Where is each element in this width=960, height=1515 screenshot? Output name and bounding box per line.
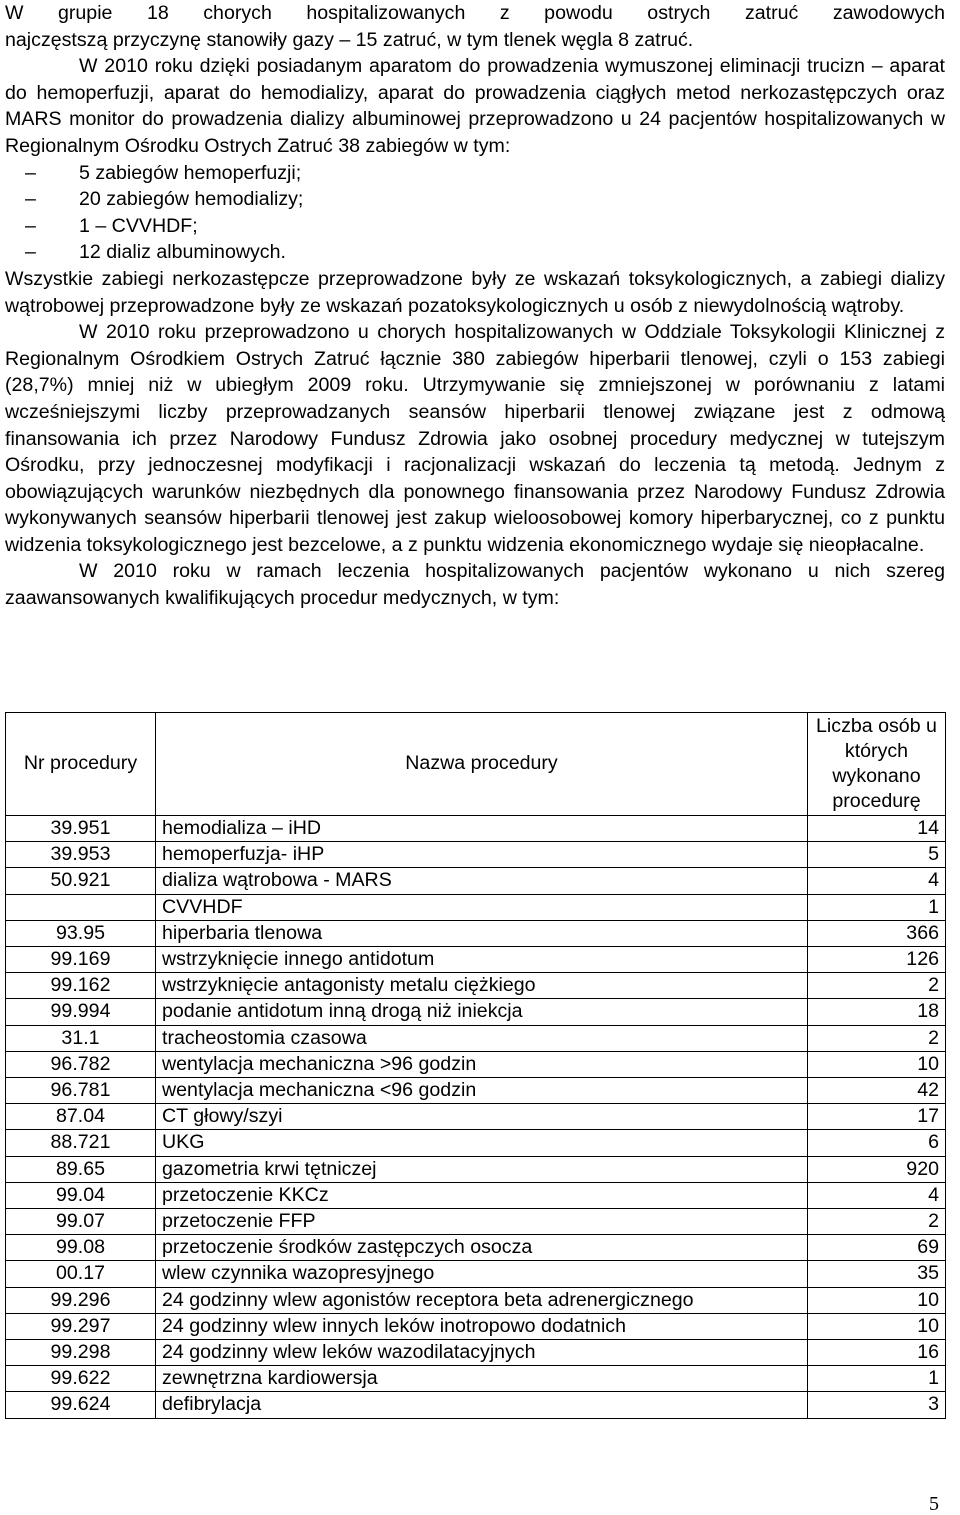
table-row	[6, 1025, 946, 1051]
cell-procedure-name: przetoczenie środków zastępczych osocza	[156, 1235, 808, 1261]
cell-patient-count: 5	[808, 842, 946, 868]
cell-procedure-number: 88.721	[6, 1130, 156, 1156]
cell-procedure-number: 39.951	[6, 816, 156, 842]
table-row	[6, 1392, 946, 1418]
page-number: 5	[929, 1493, 939, 1515]
paragraph-hyperbaric: W 2010 roku przeprowadzono u chorych hospitalizowanych w Oddziale Toksykologii Klinicznej z Regionalnym Ośrodkiem Ostrych Zatruć łącznie 380 zabiegów hiperbarii tlenowej, czyli o 153 zabiegi (28,7%) mniej niż w ubiegłym 2009 roku. Utrzymywanie się zmniejszonej w porównaniu z latami wcześniejszymi liczby przeprowadzanych seansów hiperbarii tlenowej związane jest z odmową finansowania ich przez Narodowy Fundusz Zdrowia jako osobnej procedury medycznej w tutejszym Ośrodku, przy jednoczesnej modyfikacji i racjonalizacji wskazań do leczenia tą metodą. Jednym z obowiązujących warunków niezbędnych dla ponownego finansowania przez Narodowy Fundusz Zdrowia wykonywanych seansów hiperbarii tlenowej jest zakup wieloosobowej komory hiperbarycznej, co z punktu widzenia toksykologicznego jest bezcelowe, a z punktu widzenia ekonomicznego wydaje się nieopłacalne.	[5, 321, 945, 556]
cell-procedure-number: 93.95	[6, 920, 156, 946]
cell-procedure-name: wlew czynnika wazopresyjnego	[156, 1261, 808, 1287]
intro-line-1: W grupie 18 chorych hospitalizowanych z powodu ostrych zatruć zawodowych	[5, 2, 945, 24]
cell-procedure-name: hemodializa – iHD	[156, 816, 808, 842]
cell-patient-count: 920	[808, 1156, 946, 1182]
list-item	[5, 239, 945, 266]
cell-procedure-name: wentylacja mechaniczna <96 godzin	[156, 1078, 808, 1104]
paragraph-indications: Wszystkie zabiegi nerkozastępcze przeprowadzone były ze wskazań toksykologicznych, a zabiegi dializy wątrobowej przeprowadzone były ze wskazań pozatoksykologicznych u osób z niewydolnością wątroby.	[5, 267, 945, 317]
table-row	[6, 1235, 946, 1261]
cell-procedure-name: 24 godzinny wlew leków wazodilatacyjnych	[156, 1340, 808, 1366]
table-row	[6, 1104, 946, 1130]
cell-procedure-name: podanie antidotum inną drogą niż iniekcja	[156, 999, 808, 1025]
cell-patient-count: 126	[808, 947, 946, 973]
cell-patient-count: 1	[808, 894, 946, 920]
cell-patient-count: 42	[808, 1078, 946, 1104]
table-body	[6, 816, 946, 1419]
header-procedure-number: Nr procedury	[6, 713, 156, 816]
cell-procedure-name: hemoperfuzja- iHP	[156, 842, 808, 868]
list-item-text: 12 dializ albuminowych.	[79, 241, 286, 264]
intro-line-2: najczęstszą przyczynę stanowiły gazy – 15 zatruć, w tym tlenek węgla 8 zatruć.	[5, 28, 694, 51]
cell-procedure-number: 99.994	[6, 999, 156, 1025]
cell-procedure-name: defibrylacja	[156, 1392, 808, 1418]
cell-procedure-number: 39.953	[6, 842, 156, 868]
header-procedure-name: Nazwa procedury	[156, 713, 808, 816]
dash-bullet: –	[25, 188, 36, 211]
cell-procedure-name: UKG	[156, 1130, 808, 1156]
table-row	[6, 1287, 946, 1313]
list-item-text: 5 zabiegów hemoperfuzji;	[79, 161, 302, 184]
table-row	[6, 1078, 946, 1104]
cell-procedure-name: tracheostomia czasowa	[156, 1025, 808, 1051]
table-row	[6, 920, 946, 946]
cell-procedure-number: 99.08	[6, 1235, 156, 1261]
list-item	[5, 186, 945, 213]
cell-procedure-number: 31.1	[6, 1025, 156, 1051]
table-row	[6, 894, 946, 920]
table-row	[6, 1366, 946, 1392]
cell-procedure-number: 99.624	[6, 1392, 156, 1418]
table-row	[6, 816, 946, 842]
list-item	[5, 160, 945, 187]
cell-patient-count: 14	[808, 816, 946, 842]
table-row	[6, 1156, 946, 1182]
paragraph-table-intro: W 2010 roku w ramach leczenia hospitalizowanych pacjentów wykonano u nich szereg zaawansowanych kwalifikujących procedur medycznych, w tym:	[5, 560, 945, 610]
cell-procedure-number: 99.07	[6, 1209, 156, 1235]
cell-procedure-name: gazometria krwi tętniczej	[156, 1156, 808, 1182]
cell-patient-count: 2	[808, 1025, 946, 1051]
cell-procedure-name: wstrzyknięcie innego antidotum	[156, 947, 808, 973]
cell-procedure-number: 89.65	[6, 1156, 156, 1182]
dash-bullet: –	[25, 161, 36, 184]
table-row	[6, 1182, 946, 1208]
cell-patient-count: 10	[808, 1051, 946, 1077]
cell-procedure-name: przetoczenie FFP	[156, 1209, 808, 1235]
table-row	[6, 1209, 946, 1235]
cell-patient-count: 10	[808, 1313, 946, 1339]
cell-procedure-number: 96.782	[6, 1051, 156, 1077]
cell-procedure-name: dializa wątrobowa - MARS	[156, 868, 808, 894]
table-row	[6, 947, 946, 973]
procedures-table	[5, 712, 946, 1419]
table-row	[6, 973, 946, 999]
cell-procedure-name: 24 godzinny wlew agonistów receptora beta adrenergicznego	[156, 1287, 808, 1313]
cell-patient-count: 366	[808, 920, 946, 946]
cell-procedure-number: 99.04	[6, 1182, 156, 1208]
cell-procedure-number: 96.781	[6, 1078, 156, 1104]
cell-procedure-number	[6, 894, 156, 920]
cell-procedure-number: 87.04	[6, 1104, 156, 1130]
cell-procedure-number: 00.17	[6, 1261, 156, 1287]
cell-patient-count: 69	[808, 1235, 946, 1261]
cell-procedure-number: 99.162	[6, 973, 156, 999]
document-page	[5, 0, 945, 612]
list-item	[5, 213, 945, 240]
table-row	[6, 1313, 946, 1339]
cell-procedure-name: zewnętrzna kardiowersja	[156, 1366, 808, 1392]
table-row	[6, 1130, 946, 1156]
table-row	[6, 999, 946, 1025]
list-item-text: 1 – CVVHDF;	[79, 214, 198, 237]
cell-procedure-number: 99.169	[6, 947, 156, 973]
cell-patient-count: 6	[808, 1130, 946, 1156]
paragraph-mars: W 2010 roku dzięki posiadanym aparatom do prowadzenia wymuszonej eliminacji trucizn – aparat do hemoperfuzji, aparat do hemodializy, aparat do prowadzenia ciągłych metod nerkozastępczych oraz MARS monitor do prowadzenia dializy albuminowej przeprowadzono u 24 pacjentów hospitalizowanych w Regionalnym Ośrodku Ostrych Zatruć 38 zabiegów w tym:	[5, 55, 945, 157]
table-row	[6, 1051, 946, 1077]
dash-bullet: –	[25, 214, 36, 237]
cell-procedure-name: wstrzyknięcie antagonisty metalu ciężkiego	[156, 973, 808, 999]
cell-procedure-name: przetoczenie KKCz	[156, 1182, 808, 1208]
cell-procedure-name: wentylacja mechaniczna >96 godzin	[156, 1051, 808, 1077]
cell-procedure-name: CT głowy/szyi	[156, 1104, 808, 1130]
cell-patient-count: 3	[808, 1392, 946, 1418]
cell-patient-count: 35	[808, 1261, 946, 1287]
cell-patient-count: 1	[808, 1366, 946, 1392]
cell-procedure-number: 99.296	[6, 1287, 156, 1313]
cell-procedure-name: 24 godzinny wlew innych leków inotropowo dodatnich	[156, 1313, 808, 1339]
cell-procedure-number: 99.297	[6, 1313, 156, 1339]
table-row	[6, 1340, 946, 1366]
cell-procedure-number: 50.921	[6, 868, 156, 894]
cell-patient-count: 10	[808, 1287, 946, 1313]
procedure-count-list	[5, 160, 945, 266]
cell-patient-count: 16	[808, 1340, 946, 1366]
list-item-text: 20 zabiegów hemodializy;	[79, 188, 304, 211]
cell-procedure-number: 99.298	[6, 1340, 156, 1366]
table-row	[6, 1261, 946, 1287]
dash-bullet: –	[25, 241, 36, 264]
cell-patient-count: 4	[808, 868, 946, 894]
cell-patient-count: 18	[808, 999, 946, 1025]
cell-procedure-name: hiperbaria tlenowa	[156, 920, 808, 946]
table-row	[6, 842, 946, 868]
cell-patient-count: 2	[808, 1209, 946, 1235]
table-row	[6, 868, 946, 894]
cell-patient-count: 2	[808, 973, 946, 999]
table-header-row	[6, 713, 946, 816]
cell-patient-count: 4	[808, 1182, 946, 1208]
cell-patient-count: 17	[808, 1104, 946, 1130]
cell-procedure-number: 99.622	[6, 1366, 156, 1392]
cell-procedure-name: CVVHDF	[156, 894, 808, 920]
header-patient-count: Liczba osób u których wykonano procedurę	[808, 713, 946, 816]
